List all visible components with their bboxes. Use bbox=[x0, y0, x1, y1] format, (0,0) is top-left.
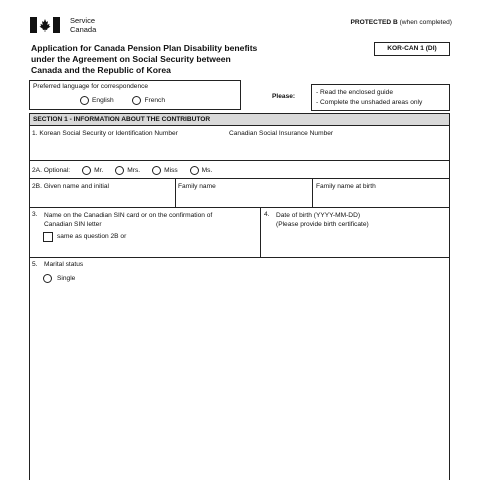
marital-option-single[interactable] bbox=[43, 274, 75, 283]
title-miss-label: Miss bbox=[164, 166, 178, 174]
title-line3: Canada and the Republic of Korea bbox=[31, 65, 171, 75]
title-mrs-label: Mrs. bbox=[127, 166, 141, 174]
q4-line2: (Please provide birth certificate) bbox=[276, 221, 369, 228]
language-option-english[interactable] bbox=[80, 96, 114, 105]
title-ms-label: Ms. bbox=[201, 166, 213, 174]
q1b-label: Canadian Social Insurance Number bbox=[229, 130, 334, 137]
language-option-french[interactable] bbox=[132, 96, 165, 105]
gov-wordmark bbox=[70, 17, 96, 34]
language-label: Preferred language for correspondence bbox=[33, 83, 149, 90]
protected-note: (when completed) bbox=[399, 19, 452, 26]
title-line1: Application for Canada Pension Plan Disability benefits bbox=[31, 43, 258, 53]
q2b-family-label: Family name bbox=[178, 183, 216, 190]
q5-num: 5. bbox=[32, 261, 38, 268]
q2b-given-label: 2B. Given name and initial bbox=[32, 183, 109, 190]
q4-num: 4. bbox=[264, 211, 270, 218]
protected-banner bbox=[350, 19, 452, 27]
gov-line2: Canada bbox=[70, 24, 97, 34]
language-english-label: English bbox=[92, 96, 114, 104]
title-option-miss[interactable] bbox=[152, 166, 178, 175]
q4-text bbox=[276, 211, 369, 229]
marital-single-label: Single bbox=[57, 274, 76, 282]
language-options bbox=[80, 96, 165, 108]
divider bbox=[260, 207, 261, 257]
gov-line1: Service bbox=[70, 16, 96, 25]
q3-line1: Name on the Canadian SIN card or on the confirmation of bbox=[44, 212, 213, 219]
divider bbox=[29, 125, 450, 126]
please-box bbox=[311, 84, 450, 111]
title-mr-label: Mr. bbox=[94, 166, 104, 174]
divider bbox=[29, 207, 450, 208]
please-label: Please: bbox=[272, 93, 296, 100]
language-french-label: French bbox=[144, 96, 166, 104]
please-item-1: - Read the enclosed guide bbox=[316, 89, 393, 96]
form-code bbox=[374, 42, 450, 56]
divider bbox=[29, 160, 450, 161]
canada-flag-icon bbox=[30, 17, 60, 33]
q3-same-checkbox[interactable] bbox=[43, 232, 126, 242]
title-option-mr[interactable] bbox=[82, 166, 103, 175]
divider bbox=[29, 178, 450, 179]
q2a-label: 2A. Optional: bbox=[32, 166, 71, 174]
q3-num: 3. bbox=[32, 211, 38, 218]
q2a-row bbox=[32, 166, 212, 175]
form-title bbox=[31, 43, 257, 76]
q5-label: Marital status bbox=[44, 261, 84, 268]
radio-icon[interactable] bbox=[190, 166, 199, 175]
q1-label: 1. Korean Social Security or Identification Number bbox=[32, 130, 178, 137]
title-line2: under the Agreement on Social Security between bbox=[31, 54, 231, 64]
please-item-2: - Complete the unshaded areas only bbox=[316, 99, 423, 106]
checkbox-icon[interactable] bbox=[43, 232, 53, 242]
form-code-text: KOR-CAN 1 (DI) bbox=[387, 45, 437, 52]
q4-line1: Date of birth (YYYY-MM-DD) bbox=[276, 212, 361, 219]
radio-icon[interactable] bbox=[80, 96, 89, 105]
protected-label: PROTECTED B bbox=[350, 19, 398, 26]
title-option-ms[interactable] bbox=[190, 166, 213, 175]
section1-header bbox=[30, 114, 449, 125]
q3-text bbox=[44, 211, 212, 229]
divider bbox=[175, 178, 176, 207]
q2b-birth-label: Family name at birth bbox=[316, 183, 376, 190]
radio-icon[interactable] bbox=[43, 274, 52, 283]
divider bbox=[312, 178, 313, 207]
title-option-mrs[interactable] bbox=[115, 166, 140, 175]
radio-icon[interactable] bbox=[82, 166, 91, 175]
radio-icon[interactable] bbox=[152, 166, 161, 175]
q3-check-label: same as question 2B or bbox=[57, 233, 127, 241]
divider bbox=[29, 257, 450, 258]
radio-icon[interactable] bbox=[115, 166, 124, 175]
section1-title: SECTION 1 - INFORMATION ABOUT THE CONTRIBUTOR bbox=[33, 116, 211, 123]
q3-line2: Canadian SIN letter bbox=[44, 221, 102, 228]
radio-icon[interactable] bbox=[132, 96, 141, 105]
